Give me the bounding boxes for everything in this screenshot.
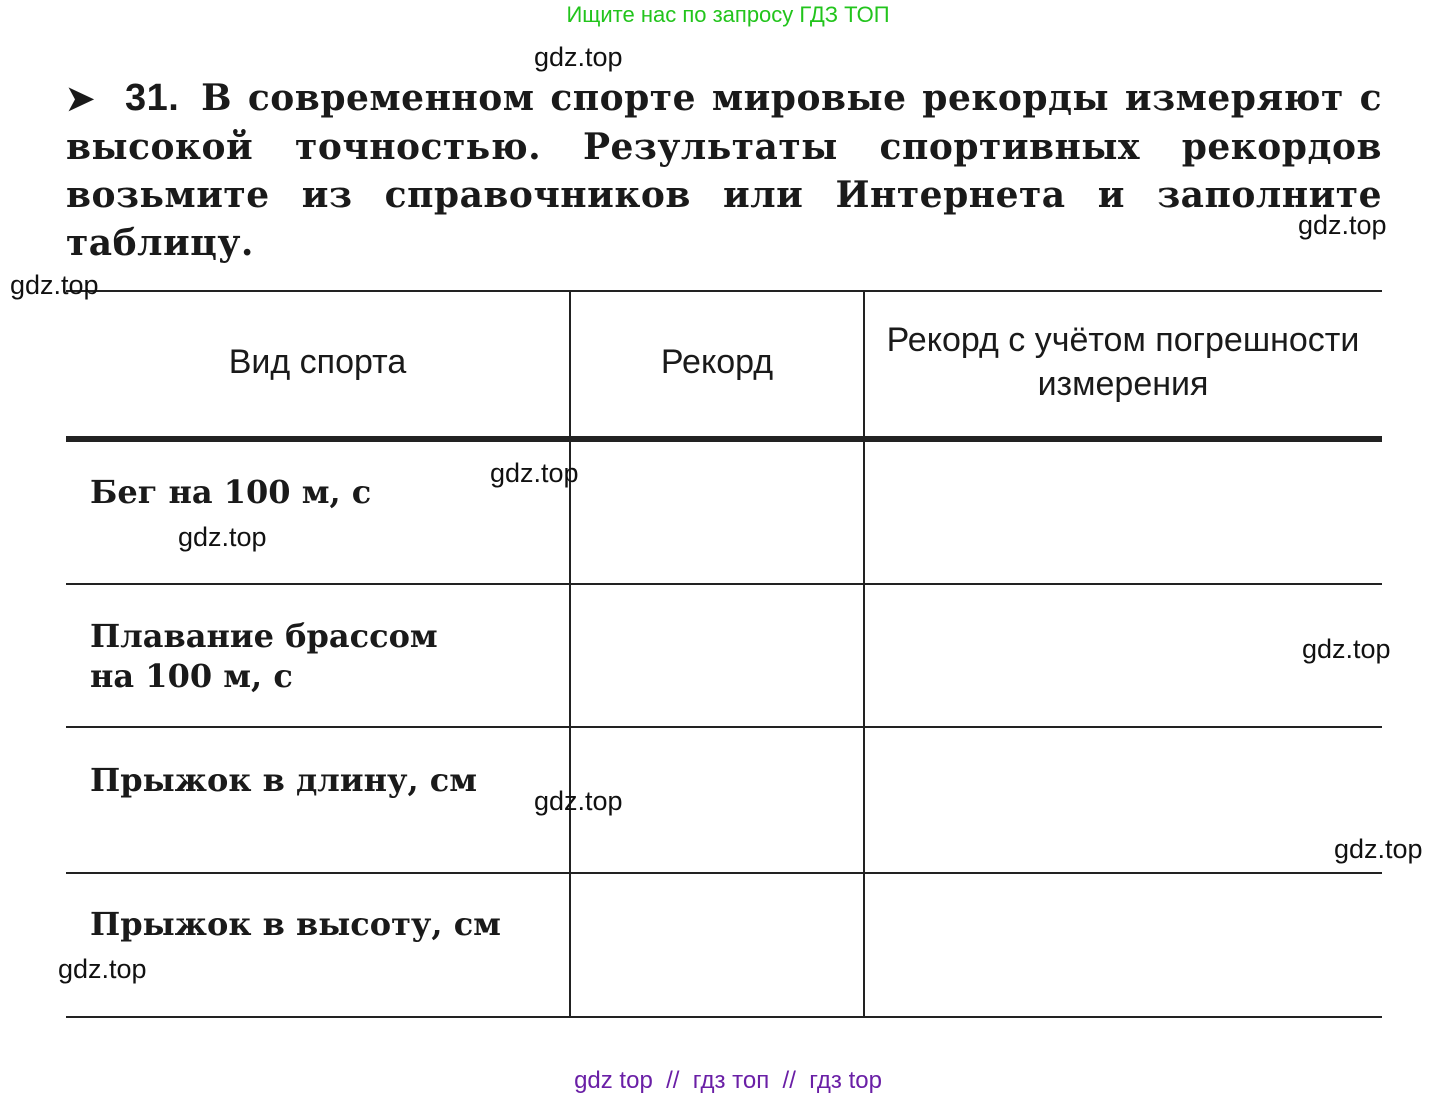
watermark: gdz.top [10, 270, 99, 300]
record-with-error-cell[interactable] [865, 874, 1382, 1016]
watermark: gdz.top [534, 786, 623, 816]
watermark: gdz.top [178, 522, 267, 552]
row-sport-running: Бег на 100 м, с [90, 473, 372, 511]
header-record: Рекорд [660, 343, 774, 381]
header-record-with-error: Рекорд с учётом погрешности измерения [886, 321, 1360, 403]
watermark: gdz.top [1334, 834, 1423, 864]
record-cell[interactable] [571, 442, 863, 583]
bottom-banner: gdz top // гдз топ // гдз top [574, 1067, 882, 1094]
records-table [66, 290, 1382, 1020]
row-sport-long-jump: Прыжок в длину, см [90, 761, 478, 799]
watermark: gdz.top [58, 954, 147, 984]
table-bottom-border [66, 1016, 1382, 1018]
record-with-error-cell[interactable] [865, 442, 1382, 583]
row-sport-swimming: Плавание брассом на 100 м, с [90, 617, 438, 695]
arrow-icon: ➤ [66, 79, 95, 119]
record-with-error-cell[interactable] [865, 728, 1382, 872]
problem-text: В современном спорте мировые рекорды измеряют с высокой точностью. Результаты спортивных рекордов возьмите из справочников или Интернета и заполните таблицу. [66, 77, 1382, 264]
watermark: gdz.top [1298, 210, 1387, 240]
record-cell[interactable] [571, 585, 863, 726]
table-top-border [66, 290, 1382, 292]
row-sport-high-jump: Прыжок в высоту, см [90, 905, 501, 943]
watermark: gdz.top [1302, 634, 1391, 664]
record-cell[interactable] [571, 874, 863, 1016]
problem-statement [66, 74, 1382, 267]
top-banner: Ищите нас по запросу ГДЗ ТОП [566, 2, 890, 27]
watermark: gdz.top [490, 458, 579, 488]
watermark: gdz.top [534, 42, 623, 72]
problem-number: 31. [125, 77, 180, 119]
header-sport: Вид спорта [228, 343, 407, 381]
